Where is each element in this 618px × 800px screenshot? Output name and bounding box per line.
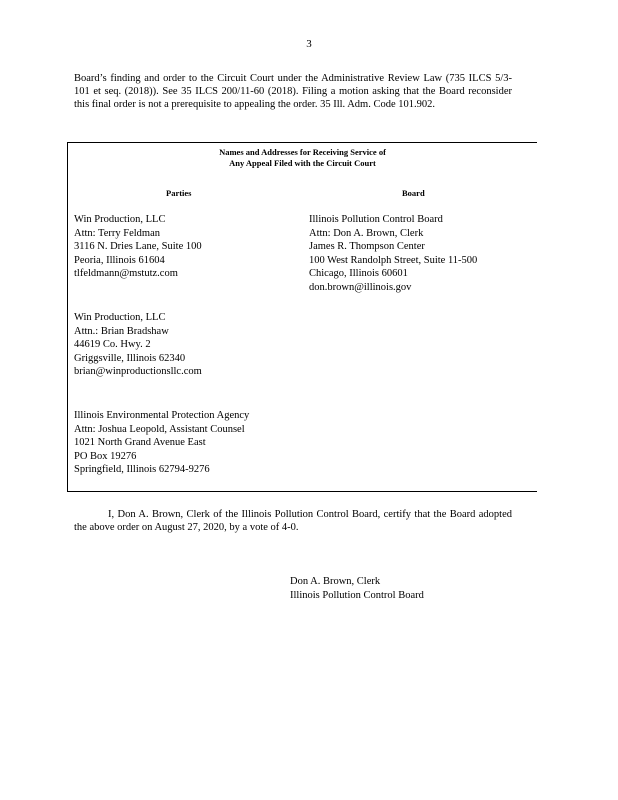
certification-paragraph — [74, 508, 512, 534]
certification-text: I, Don A. Brown, Clerk of the Illinois Pollution Control Board, certify that the Board adopted the above order on August 27, 2020, by a vote of 4-0. — [74, 509, 512, 533]
party-address-block — [74, 213, 202, 281]
party-line: Griggsville, Illinois 62340 — [74, 352, 186, 364]
party-line: Peoria, Illinois 61604 — [74, 254, 165, 266]
table-header-line1: Names and Addresses for Receiving Service of — [219, 147, 386, 157]
party-line: PO Box 19276 — [74, 450, 137, 462]
board-email: don.brown@illinois.gov — [309, 281, 412, 293]
paragraph-appeal: Board’s finding and order to the Circuit Court under the Administrative Review Law (735 ILCS 5/3-101 et seq. (2018)). See 35 ILCS 200/11-60 (2018). Filing a motion asking that the Board reconsider this final order is not a prerequisite to appealing the order. 35 Ill. Adm. Code 101.902. — [74, 73, 512, 110]
signature-block — [290, 575, 424, 602]
party-address-block — [74, 311, 202, 379]
party-line: 3116 N. Dries Lane, Suite 100 — [74, 241, 202, 252]
party-line: Attn: Joshua Leopold, Assistant Counsel — [74, 423, 245, 435]
table-header — [68, 147, 537, 169]
board-line: Chicago, Illinois 60601 — [309, 268, 408, 279]
party-line: Illinois Environmental Protection Agency — [74, 410, 250, 421]
party-line: Attn: Terry Feldman — [74, 227, 160, 239]
service-table — [67, 142, 537, 492]
board-address-block — [309, 213, 477, 294]
signature-org: Illinois Pollution Control Board — [290, 589, 424, 601]
party-line: Springfield, Illinois 62794-9276 — [74, 464, 210, 475]
party-line: Win Production, LLC — [74, 312, 166, 323]
board-line: 100 West Randolph Street, Suite 11-500 — [309, 254, 478, 266]
column-header-board: Board — [402, 188, 425, 198]
column-header-parties: Parties — [166, 188, 192, 198]
table-header-line2: Any Appeal Filed with the Circuit Court — [229, 158, 376, 168]
party-line: Win Production, LLC — [74, 214, 166, 225]
board-line: James R. Thompson Center — [309, 241, 425, 252]
page-number: 3 — [306, 38, 312, 50]
board-line: Attn: Don A. Brown, Clerk — [309, 227, 424, 239]
party-email: brian@winproductionsllc.com — [74, 366, 202, 377]
party-line: Attn.: Brian Bradshaw — [74, 325, 169, 337]
board-line: Illinois Pollution Control Board — [309, 214, 443, 225]
party-line: 1021 North Grand Avenue East — [74, 437, 206, 448]
party-address-block — [74, 409, 249, 477]
party-email: tlfeldmann@mstutz.com — [74, 268, 178, 279]
party-line: 44619 Co. Hwy. 2 — [74, 339, 151, 350]
signature-name: Don A. Brown, Clerk — [290, 576, 381, 587]
